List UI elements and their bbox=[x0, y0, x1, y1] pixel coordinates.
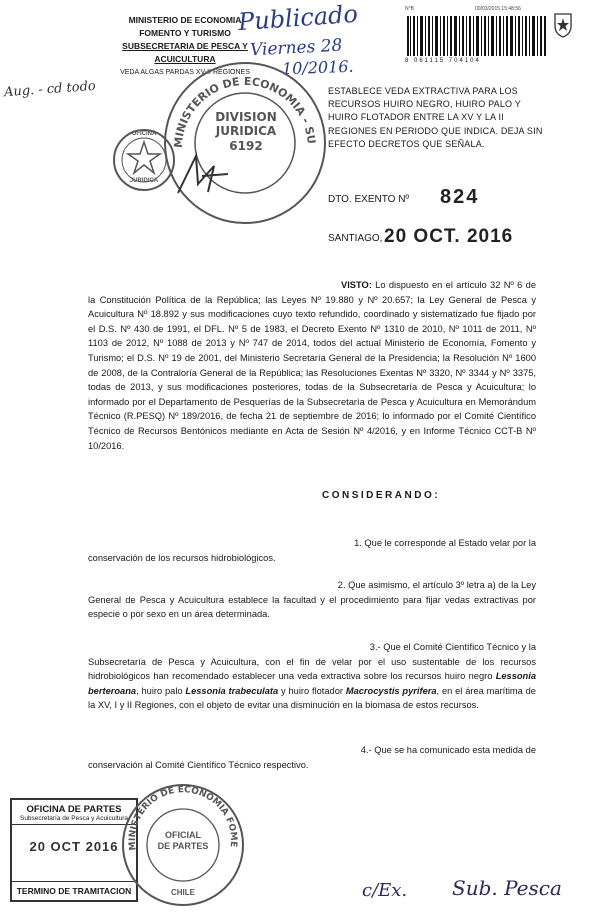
handwritten-left-note: Aug. - cd todo bbox=[3, 78, 97, 101]
considerando-4 bbox=[88, 743, 536, 772]
decree-label: DTO. EXENTO Nº bbox=[328, 194, 410, 205]
considerando-2-lead: 2. Que asimismo, el artículo 3º letra a) de la Ley bbox=[337, 580, 536, 590]
header-line-1: MINISTERIO DE ECONOMIA bbox=[128, 15, 242, 25]
decree-date: 20 OCT. 2016 bbox=[384, 226, 514, 247]
handwritten-date: 10/2016. bbox=[281, 56, 354, 79]
division-stamp-number: 6192 bbox=[229, 139, 263, 153]
decree-place: SANTIAGO, bbox=[328, 233, 383, 244]
barcode-top-right: 00/03/2015 15:48:56 bbox=[475, 6, 521, 12]
barcode-icon bbox=[407, 16, 547, 56]
small-seal bbox=[112, 128, 176, 192]
division-stamp-line-1: DIVISION bbox=[215, 110, 277, 124]
considerando-3-text-c: y huiro flotador bbox=[278, 685, 346, 696]
handwritten-cex: c/Ex. bbox=[362, 880, 408, 901]
coat-of-arms-icon bbox=[553, 12, 573, 38]
considerando-heading: CONSIDERANDO: bbox=[322, 490, 441, 501]
considerando-3-text-d: , en el área marítima de la XV, I y II Regiones, con el objeto de evitar una disminución en la biomasa de estos recursos. bbox=[88, 685, 536, 711]
oficial-stamp-bottom: CHILE bbox=[171, 888, 195, 897]
oficina-stamp-footer: TERMINO DE TRAMITACION bbox=[12, 881, 136, 900]
considerando-2-rest: General de Pesca y Acuicultura establece la facultad y el procedimiento para fijar vedas extractivas por especie o por sexo en un área determinada. bbox=[88, 594, 536, 620]
oficial-partes-stamp bbox=[118, 780, 248, 910]
considerando-1-rest: conservación de los recursos hidrobiológicos. bbox=[88, 552, 276, 563]
considerando-3-rest bbox=[88, 655, 536, 713]
considerando-3 bbox=[88, 640, 536, 713]
header-line-3: SUBSECRETARIA DE PESCA Y ACUICULTURA bbox=[122, 41, 248, 64]
oficina-stamp-line-1: OFICINA DE PARTES bbox=[26, 804, 122, 815]
division-stamp-line-2: JURIDICA bbox=[215, 124, 277, 138]
species-huiro-palo: Lessonia trabeculata bbox=[185, 685, 279, 696]
barcode-digits: 8 061115 704104 bbox=[405, 58, 481, 64]
considerando-2 bbox=[88, 578, 536, 622]
seal-top-text: OFICINA bbox=[131, 131, 157, 137]
oficial-stamp-arc-text: MINISTERIO DE ECONOMIA FOME bbox=[127, 785, 239, 851]
oficina-stamp-line-2: Subsecretaría de Pesca y Acuicultura bbox=[12, 815, 136, 825]
species-huiro-flotador: Macrocystis pyrifera bbox=[345, 685, 437, 696]
species-huiro-negro: Lessonia berteroana bbox=[88, 671, 536, 696]
visto-text: Lo dispuesto en el artículo 32 Nº 6 de la Constitución Política de la República; las Leyes Nº 19.880 y Nº 20.657; la Ley General de Pesca y Acuicultura Nº 18.892 y sus modificaciones cuyo texto refundido, coordinado y sistematizado fue fijado por el D.S. Nº 430 de 1991, el DFL. Nº 5 de 1983, el Decreto Exento Nº 1310 de 2010, Nº 1011 de 2011, Nº 1103 de 2012, Nº 1088 de 2013 y Nº 747 de 2014, todos del actual Ministerio de Economía, Fomento y Turismo; el D.S. Nº 19 de 2001, del Ministerio Secretaría General de la Presidencia; la Resolución Nº 1600 de 2008, de la Contraloría General de la República; las Resoluciones Exentas Nº 3320, Nº 3344 y Nº 3375, todas de 2013, y sus modificaciones posteriores, todas de la Subsecretaría de Pesca y Acuicultura; lo informado por el Departamento de Pesquerías de la Subsecretaría de Pesca y Acuicultura en Memorándum Técnico (R.PESQ) Nº 189/2016, de fecha 21 de septiembre de 2016; lo informado por el Comité Científico Técnico de Recursos Bentónicos mediante en Acta de Sesión Nº 4/2016, y en Informe Técnico CCT-B Nº 10/2016. bbox=[88, 280, 536, 451]
considerando-4-lead: 4.- Que se ha comunicado esta medida de bbox=[360, 745, 536, 755]
barcode-block bbox=[405, 6, 575, 68]
oficial-stamp-line-2: DE PARTES bbox=[157, 841, 209, 851]
barcode-top-left: N°B bbox=[405, 6, 414, 12]
seal-bottom-text: JURIDICA bbox=[129, 178, 159, 184]
decree-summary: ESTABLECE VEDA EXTRACTIVA PARA LOS RECURSOS HUIRO NEGRO, HUIRO PALO Y HUIRO FLOTADOR ENTRE LA XV Y LA II REGIONES EN PERIODO QUE INDICA. DEJA SIN EFECTO DECRETOS QUE SEÑALA. bbox=[328, 86, 543, 149]
header-line-2: FOMENTO Y TURISMO bbox=[139, 28, 231, 38]
signature bbox=[168, 148, 238, 203]
visto-label: VISTO: bbox=[341, 280, 372, 290]
considerando-3-text-b: , huiro palo bbox=[136, 685, 186, 696]
handwritten-publicado: Publicado bbox=[237, 0, 359, 37]
oficial-stamp-line-1: OFICIAL bbox=[165, 830, 201, 840]
considerando-1-lead: 1. Que le corresponde al Estado velar por la bbox=[354, 538, 536, 548]
decree-number: 824 bbox=[440, 186, 480, 208]
considerando-1 bbox=[88, 536, 536, 565]
handwritten-viernes: Viernes 28 bbox=[249, 35, 343, 61]
visto-paragraph bbox=[88, 278, 536, 453]
considerando-3-text-a: Subsecretaría de Pesca y Acuicultura, con el fin de velar por el uso sustentable de los recursos hidrobiológicos han recomendado establecer una veda extractiva sobre los recursos huiro negro bbox=[88, 656, 536, 682]
handwritten-sub-pesca: Sub. Pesca bbox=[452, 876, 562, 900]
considerando-4-rest: conservación al Comité Científico Técnico respectivo. bbox=[88, 759, 309, 770]
considerando-3-lead: 3.- Que el Comité Científico Técnico y la bbox=[369, 642, 536, 652]
oficina-stamp-date: 20 OCT 2016 bbox=[29, 839, 119, 854]
header-line-4: VEDA ALGAS PARDAS XV-II REGIONES bbox=[120, 69, 250, 76]
division-stamp-arc-text: MINISTERIO DE ECONOMIA - SU bbox=[171, 74, 318, 149]
